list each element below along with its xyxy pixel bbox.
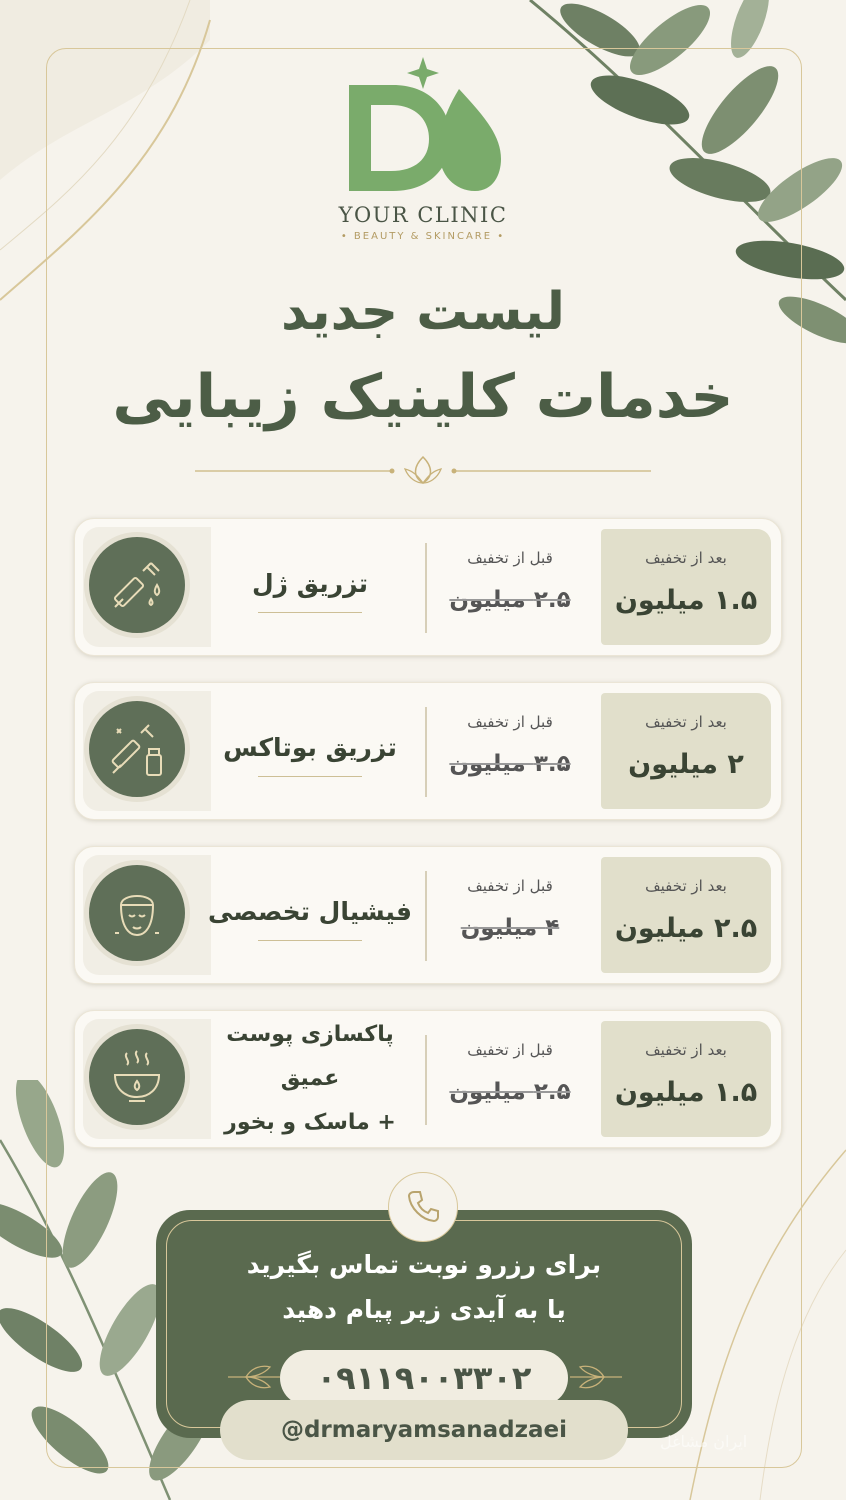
title-line-1: لیست جدید: [281, 282, 565, 342]
watermark: ایران مشاغل: [660, 1432, 748, 1451]
service-name: فیشیال تخصصی: [203, 857, 417, 973]
title-line-2: خدمات کلینیک زیبایی: [112, 362, 734, 432]
booking-line-1: برای رزرو نوبت تماس بگیرید: [246, 1250, 602, 1279]
phone-icon: [388, 1172, 458, 1242]
price-after-discount: بعد از تخفیف ۲ میلیون: [601, 693, 771, 809]
price-before-discount: قبل از تخفیف ۲.۵ میلیون: [449, 549, 571, 613]
price-before-discount: قبل از تخفیف ۳.۵ میلیون: [449, 713, 571, 777]
price-after-discount: بعد از تخفیف ۱.۵ میلیون: [601, 1021, 771, 1137]
service-name: تزریق بوتاکس: [203, 693, 417, 809]
instagram-handle[interactable]: @drmaryamsanadzaei: [220, 1400, 628, 1460]
steam-bowl-icon: [89, 1029, 185, 1125]
price-after-discount: بعد از تخفیف ۱.۵ میلیون: [601, 529, 771, 645]
syringe-vial-icon: [89, 701, 185, 797]
price-after-discount: بعد از تخفیف ۲.۵ میلیون: [601, 857, 771, 973]
service-name: تزریق ژل: [203, 529, 417, 645]
syringe-drop-icon: [89, 537, 185, 633]
service-card-facial: [74, 846, 782, 984]
leaf-ornament-left: [226, 1362, 280, 1392]
service-card-botox-injection: [74, 682, 782, 820]
phone-number[interactable]: ۰۹۱۱۹۰۰۳۳۰۲: [280, 1350, 568, 1406]
booking-line-2: یا به آیدی زیر پیام دهید: [282, 1295, 566, 1324]
ds-monogram-icon: [343, 55, 503, 195]
face-towel-icon: [89, 865, 185, 961]
service-card-gel-injection: [74, 518, 782, 656]
service-name: پاکسازی پوست عمیق + ماسک و بخور: [224, 1022, 396, 1135]
service-card-deep-cleansing: [74, 1010, 782, 1148]
ornament-divider: [195, 453, 651, 487]
price-before-discount: قبل از تخفیف ۲.۵ میلیون: [449, 1041, 571, 1105]
clinic-logo: [0, 55, 846, 242]
leaf-ornament-right: [570, 1362, 624, 1392]
brand-name: YOUR CLINIC: [338, 203, 508, 227]
brand-tagline: • BEAUTY & SKINCARE •: [340, 231, 506, 242]
price-before-discount: قبل از تخفیف ۴ میلیون: [460, 877, 560, 941]
